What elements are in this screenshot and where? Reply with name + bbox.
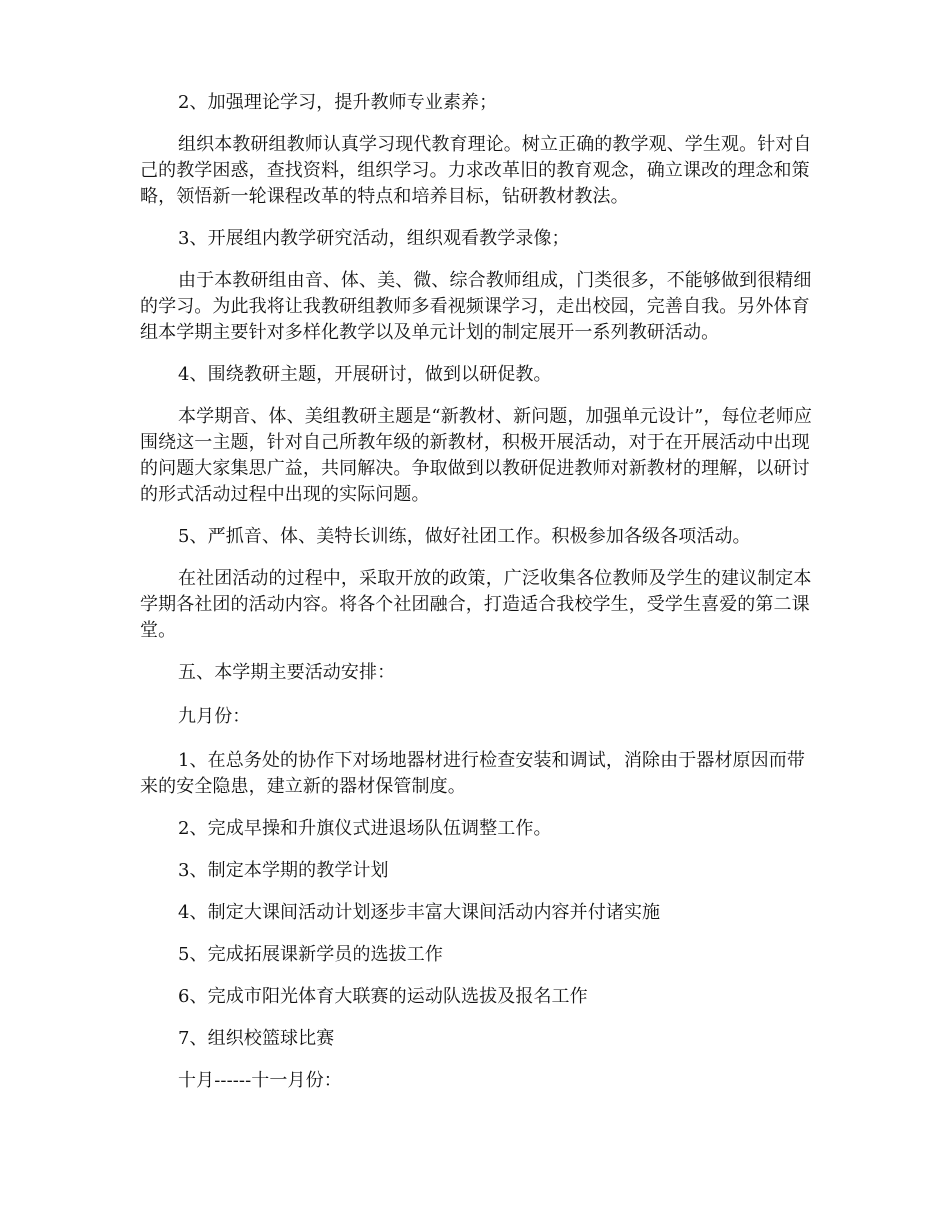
month-heading-october-november: 十月------十一月份： [178,1070,342,1091]
list-item-basketball-match: 7、组织校篮球比赛 [178,1028,335,1049]
section-heading-club-work: 5、严抓音、体、美特长训练，做好社团工作。积极参加各级各项活动。 [178,526,751,547]
paragraph-theory-study: 组织本教研组教师认真学习现代教育理论。树立正确的教学观、学生观。针对自己的教学困惑，查找资料，组织学习。力求改革旧的教育观念，确立课改的理念和策略，领悟新一轮课程改革的特点和培养目标，钻研教材教法。 [140,134,812,207]
list-item-morning-exercise: 2、完成早操和升旗仪式进退场队伍调整工作。 [178,818,552,839]
list-item-teaching-plan: 3、制定本学期的教学计划 [178,860,389,881]
paragraph-club-work: 在社团活动的过程中，采取开放的政策，广泛收集各位教师及学生的建议制定本学期各社团的活动内容。将各个社团融合，打造适合我校学生，受学生喜爱的第二课堂。 [140,568,812,641]
section-heading-teaching-research: 3、开展组内教学研究活动，组织观看教学录像； [178,228,570,249]
paragraph-research-theme: 本学期音、体、美组教研主题是“新教材、新问题，加强单元设计”，每位老师应围绕这一主题，针对自己所教年级的新教材，积极开展活动，对于在开展活动中出现的问题大家集思广益，共同解决。争取做到以教研促进教师对新教材的理解，以研讨的形式活动过程中出现的实际问题。 [140,406,813,505]
paragraph-teaching-research: 由于本教研组由音、体、美、微、综合教师组成，门类很多，不能够做到很精细的学习。为此我将让我教研组教师多看视频课学习，走出校园，完善自我。另外体育组本学期主要针对多样化教学以及单元计划的制定展开一系列教研活动。 [140,270,812,343]
list-item-sports-league: 6、完成市阳光体育大联赛的运动队选拔及报名工作 [178,986,588,1007]
section-heading-research-theme: 4、围绕教研主题，开展研讨，做到以研促教。 [178,364,552,385]
list-item-break-activity-plan: 4、制定大课间活动计划逐步丰富大课间活动内容并付诸实施 [178,902,661,923]
month-heading-september: 九月份： [178,706,251,727]
list-item-equipment-check: 1、在总务处的协作下对场地器材进行检查安装和调试，消除由于器材原因而带来的安全隐患，建立新的器材保管制度。 [140,750,805,797]
section-heading-theory-study: 2、加强理论学习，提升教师专业素养； [178,92,498,113]
section-heading-activity-schedule: 五、本学期主要活动安排： [178,662,396,683]
document-body [140,90,812,1094]
list-item-extension-course: 5、完成拓展课新学员的选拔工作 [178,944,443,965]
